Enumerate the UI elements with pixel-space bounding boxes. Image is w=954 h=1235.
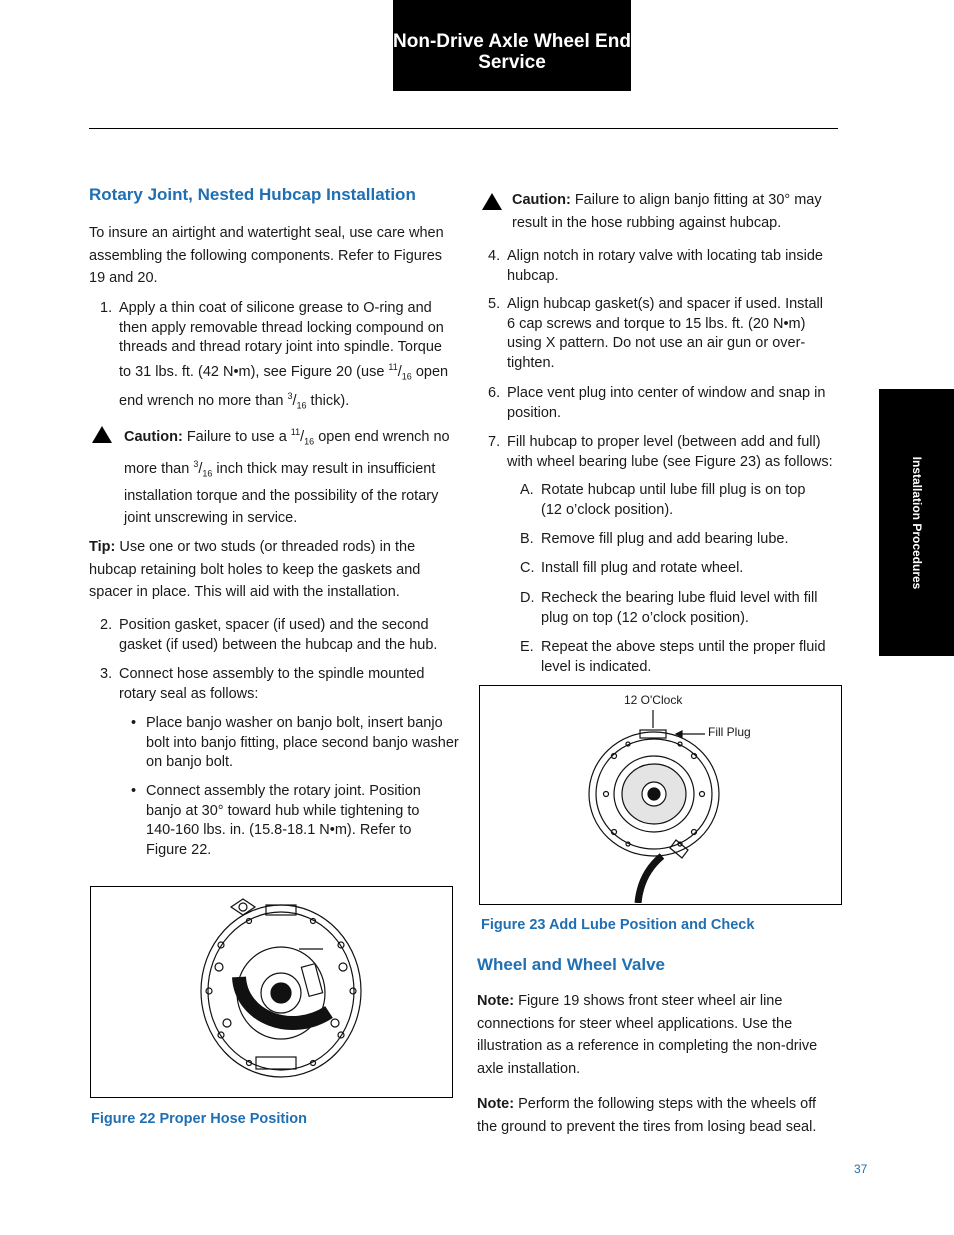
section-heading-wheel-valve: Wheel and Wheel Valve	[477, 955, 666, 974]
note-2: Note: Perform the following steps with the wheels off the ground to prevent the tires from losing bead seal.	[477, 1096, 817, 1135]
caution-icon-2	[482, 193, 502, 210]
side-tab-label: Installation Procedures	[909, 456, 924, 589]
section-heading-rotary-joint: Rotary Joint, Nested Hubcap Installation	[89, 185, 416, 204]
caution-icon	[92, 426, 112, 443]
header-divider	[89, 128, 838, 129]
note-1: Note: Figure 19 shows front steer wheel air line connections for steer wheel applications. Use the illustration as a reference in completing the non-drive axle installation.	[477, 993, 818, 1077]
figure-23-label-12-oclock: 12 O'Clock	[624, 693, 683, 707]
figure-22-hub-illustration	[91, 887, 451, 1096]
caution-2: Caution: Failure to align banjo fitting at 30° may result in the hose rubbing against hubcap.	[512, 192, 822, 231]
figure-23-label-fill-plug: Fill Plug	[708, 725, 751, 739]
figure-22-caption: Figure 22 Proper Hose Position	[91, 1111, 307, 1127]
page-header	[393, 0, 631, 91]
tip-block: Tip: Use one or two studs (or threaded rods) in the hubcap retaining bolt holes to keep the gaskets and spacer in place. This will aid with the installation.	[89, 539, 421, 600]
figure-23-frame	[479, 685, 842, 905]
side-section-tab	[879, 389, 954, 656]
caution-1: Caution: Failure to use a $^{11}/_{16}$ open end wrench no more than $^3/_{16}$ inch thick may result in insufficient installation torque and the possibility of the rotary joint unscrewing in service.	[124, 427, 450, 527]
figure-22-frame	[90, 886, 453, 1098]
header-title-line1: Non-Drive Axle Wheel End	[393, 30, 631, 52]
figure-23-hubcap-illustration	[480, 686, 840, 903]
page-number: 37	[854, 1162, 868, 1176]
header-title-line2: Service	[478, 51, 546, 73]
figure-23-caption: Figure 23 Add Lube Position and Check	[481, 917, 755, 933]
intro-paragraph: To insure an airtight and watertight seal, use care when assembling the following components. Refer to Figures 19 and 20.	[89, 225, 444, 286]
